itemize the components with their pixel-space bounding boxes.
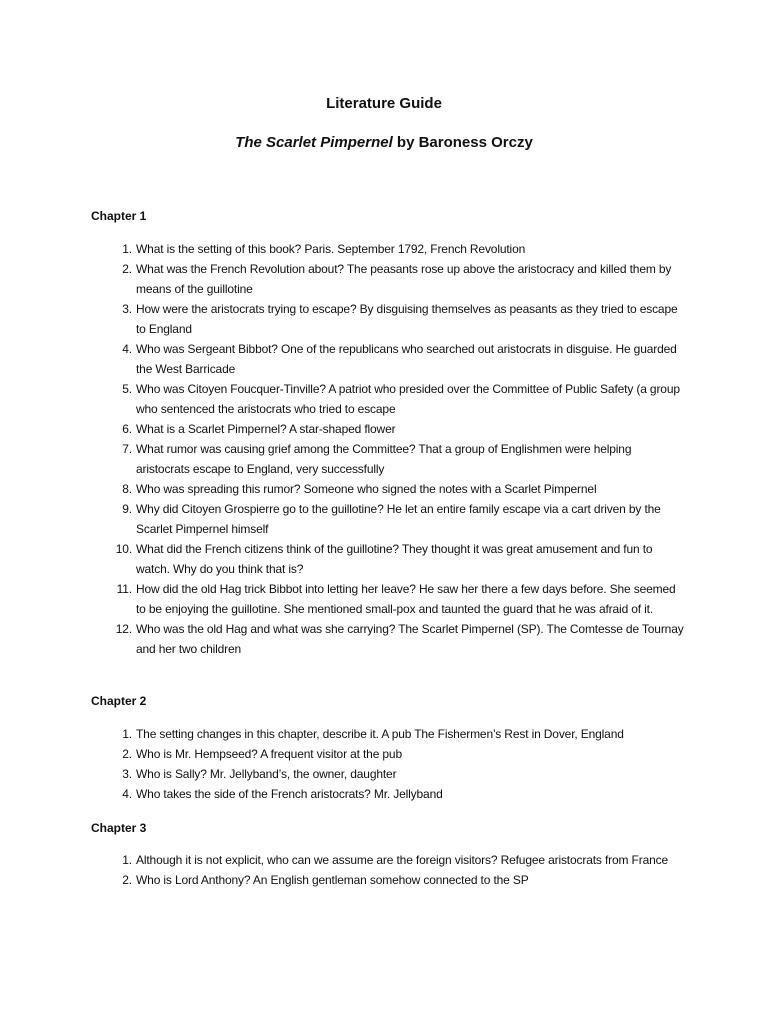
item-text: What did the French citizens think of the guillotine? They thought it was great amusement and fun to watch. Why do you think that is? bbox=[136, 542, 653, 576]
item-number: 7. bbox=[122, 442, 132, 456]
item-text: Who is Lord Anthony? An English gentleman somehow connected to the SP bbox=[136, 873, 529, 887]
item-text: Who was Citoyen Foucquer-Tinville? A patriot who presided over the Committee of Public Safety (a group who sentenced the aristocrats who tried to escape bbox=[136, 382, 680, 416]
list-item bbox=[0, 239, 688, 259]
item-text: Why did Citoyen Grospierre go to the guillotine? He let an entire family escape via a cart driven by the Scarlet Pimpernel himself bbox=[136, 502, 661, 536]
item-text: How did the old Hag trick Bibbot into letting her leave? He saw her there a few days before. She seemed to be enjoying the guillotine. She mentioned small-pox and taunted the guard that he was afraid of it. bbox=[136, 582, 676, 616]
item-number: 8. bbox=[122, 482, 132, 496]
item-text: Who was the old Hag and what was she carrying? The Scarlet Pimpernel (SP). The Comtesse de Tournay and her two children bbox=[136, 622, 684, 656]
item-text: How were the aristocrats trying to escape? By disguising themselves as peasants as they tried to escape to England bbox=[136, 302, 678, 336]
book-title-line bbox=[0, 133, 768, 153]
list-item bbox=[0, 724, 688, 744]
list-item bbox=[0, 419, 688, 439]
list-item bbox=[0, 744, 688, 764]
item-number: 1. bbox=[122, 727, 132, 741]
item-number: 1. bbox=[122, 853, 132, 867]
item-text: What is a Scarlet Pimpernel? A star-shaped flower bbox=[136, 422, 396, 436]
item-number: 9. bbox=[122, 502, 132, 516]
item-number: 6. bbox=[122, 422, 132, 436]
chapter-2-heading: Chapter 2 bbox=[91, 694, 147, 708]
item-number: 3. bbox=[122, 302, 132, 316]
item-text: Although it is not explicit, who can we assume are the foreign visitors? Refugee aristocrats from France bbox=[136, 853, 668, 867]
list-item bbox=[0, 379, 688, 419]
chapter-2-questions bbox=[0, 724, 768, 804]
item-number: 2. bbox=[122, 747, 132, 761]
item-text: What is the setting of this book? Paris. September 1792, French Revolution bbox=[136, 242, 526, 256]
list-item bbox=[0, 850, 688, 870]
chapter-1-questions bbox=[0, 239, 768, 659]
item-text: Who takes the side of the French aristocrats? Mr. Jellyband bbox=[136, 787, 443, 801]
item-text: Who was spreading this rumor? Someone who signed the notes with a Scarlet Pimpernel bbox=[136, 482, 597, 496]
list-item bbox=[0, 619, 688, 659]
list-item bbox=[0, 870, 688, 890]
list-item bbox=[0, 299, 688, 339]
item-number: 5. bbox=[122, 382, 132, 396]
list-item bbox=[0, 539, 688, 579]
list-item bbox=[0, 579, 688, 619]
item-number: 4. bbox=[122, 342, 132, 356]
document-title: Literature Guide bbox=[326, 95, 442, 112]
item-text: Who was Sergeant Bibbot? One of the republicans who searched out aristocrats in disguise. He guarded the West Barricade bbox=[136, 342, 677, 376]
book-title: The Scarlet Pimpernel bbox=[235, 134, 393, 151]
chapter-1-heading: Chapter 1 bbox=[91, 209, 147, 223]
item-text: Who is Sally? Mr. Jellyband’s, the owner, daughter bbox=[136, 767, 397, 781]
item-number: 2. bbox=[122, 873, 132, 887]
list-item bbox=[0, 259, 688, 299]
list-item bbox=[0, 764, 688, 784]
list-item bbox=[0, 479, 688, 499]
item-number: 10. bbox=[115, 542, 132, 556]
list-item bbox=[0, 339, 688, 379]
item-text: Who is Mr. Hempseed? A frequent visitor at the pub bbox=[136, 747, 402, 761]
list-item bbox=[0, 439, 688, 479]
item-text: What rumor was causing grief among the Committee? That a group of Englishmen were helping aristocrats escape to England, very successfully bbox=[136, 442, 632, 476]
item-number: 2. bbox=[122, 262, 132, 276]
item-number: 3. bbox=[122, 767, 132, 781]
list-item bbox=[0, 499, 688, 539]
list-item bbox=[0, 784, 688, 804]
chapter-3-questions bbox=[0, 850, 768, 890]
chapter-3-heading: Chapter 3 bbox=[91, 821, 147, 835]
item-text: The setting changes in this chapter, describe it. A pub The Fishermen’s Rest in Dover, England bbox=[136, 727, 624, 741]
book-byline: by Baroness Orczy bbox=[392, 134, 533, 151]
item-number: 12. bbox=[115, 622, 132, 636]
item-text: What was the French Revolution about? The peasants rose up above the aristocracy and killed them by means of the guillotine bbox=[136, 262, 672, 296]
item-number: 4. bbox=[122, 787, 132, 801]
item-number: 1. bbox=[122, 242, 132, 256]
item-number: 11. bbox=[116, 582, 132, 596]
